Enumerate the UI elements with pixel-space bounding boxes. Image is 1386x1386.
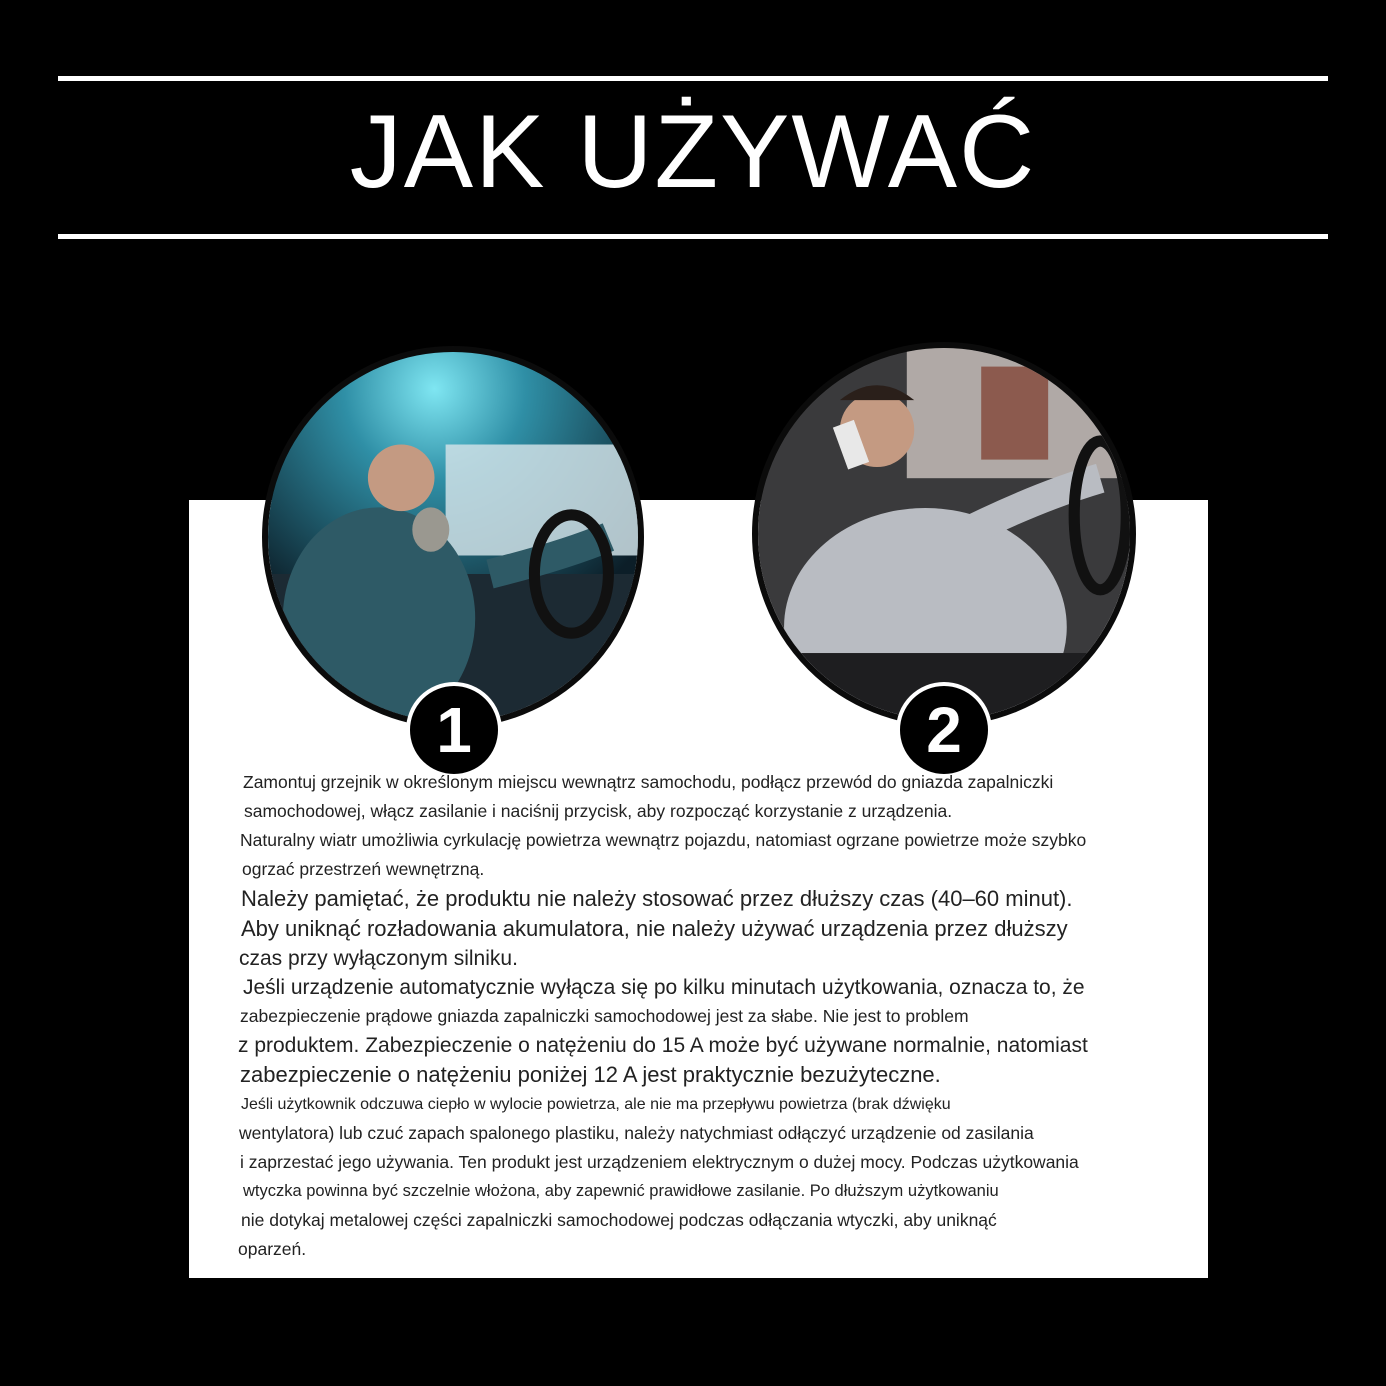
instruction-line: wtyczka powinna być szczelnie włożona, aby zapewnić prawidłowe zasilanie. Po dłuższym użytkowaniu	[243, 1182, 999, 1200]
instruction-line: Jeśli użytkownik odczuwa ciepło w wylocie powietrza, ale nie ma przepływu powietrza (brak dźwięku	[241, 1096, 951, 1113]
instruction-line: samochodowej, włącz zasilanie i naciśnij przycisk, aby rozpocząć korzystanie z urządzenia.	[244, 801, 953, 821]
instruction-line: Naturalny wiatr umożliwia cyrkulację powietrza wewnątrz pojazdu, natomiast ogrzane powietrze może szybko	[240, 830, 1087, 850]
instruction-line: zabezpieczenie o natężeniu poniżej 12 A jest praktycznie bezużyteczne.	[240, 1062, 941, 1087]
step-2-photo	[752, 342, 1136, 726]
instructions-text	[238, 768, 1168, 1264]
page-title: JAK UŻYWAĆ	[349, 94, 1037, 210]
instruction-line: Zamontuj grzejnik w określonym miejscu wewnątrz samochodu, podłącz przewód do gniazda zapalniczki	[243, 772, 1054, 792]
instruction-line: i zaprzestać jego używania. Ten produkt jest urządzeniem elektrycznym o dużej mocy. Podczas użytkowania	[240, 1152, 1079, 1172]
instruction-line: Jeśli urządzenie automatycznie wyłącza się po kilku minutach użytkowania, oznacza to, że	[243, 976, 1085, 999]
step-1-badge: 1	[406, 682, 502, 778]
instruction-line: Należy pamiętać, że produktu nie należy stosować przez dłuższy czas (40–60 minut).	[241, 886, 1073, 911]
instruction-line: nie dotykaj metalowej części zapalniczki samochodowej podczas odłączania wtyczki, aby uniknąć	[241, 1210, 997, 1230]
step-2-badge: 2	[896, 682, 992, 778]
instruction-line: ogrzać przestrzeń wewnętrzną.	[242, 859, 485, 879]
title-top-rule	[58, 76, 1328, 81]
instruction-line: wentylatora) lub czuć zapach spalonego plastiku, należy natychmiast odłączyć urządzenie od zasilania	[239, 1123, 1034, 1143]
instruction-line: zabezpieczenie prądowe gniazda zapalniczki samochodowej jest za słabe. Nie jest to problem	[240, 1006, 969, 1026]
instruction-line: czas przy wyłączonym silniku.	[239, 947, 518, 970]
instruction-line: Aby uniknąć rozładowania akumulatora, nie należy używać urządzenia przez dłuższy	[241, 916, 1068, 941]
step-1-photo	[262, 346, 644, 728]
instruction-line: z produktem. Zabezpieczenie o natężeniu do 15 A może być używane normalnie, natomiast	[238, 1034, 1088, 1057]
instruction-line: oparzeń.	[238, 1239, 307, 1259]
title-bottom-rule	[58, 234, 1328, 239]
